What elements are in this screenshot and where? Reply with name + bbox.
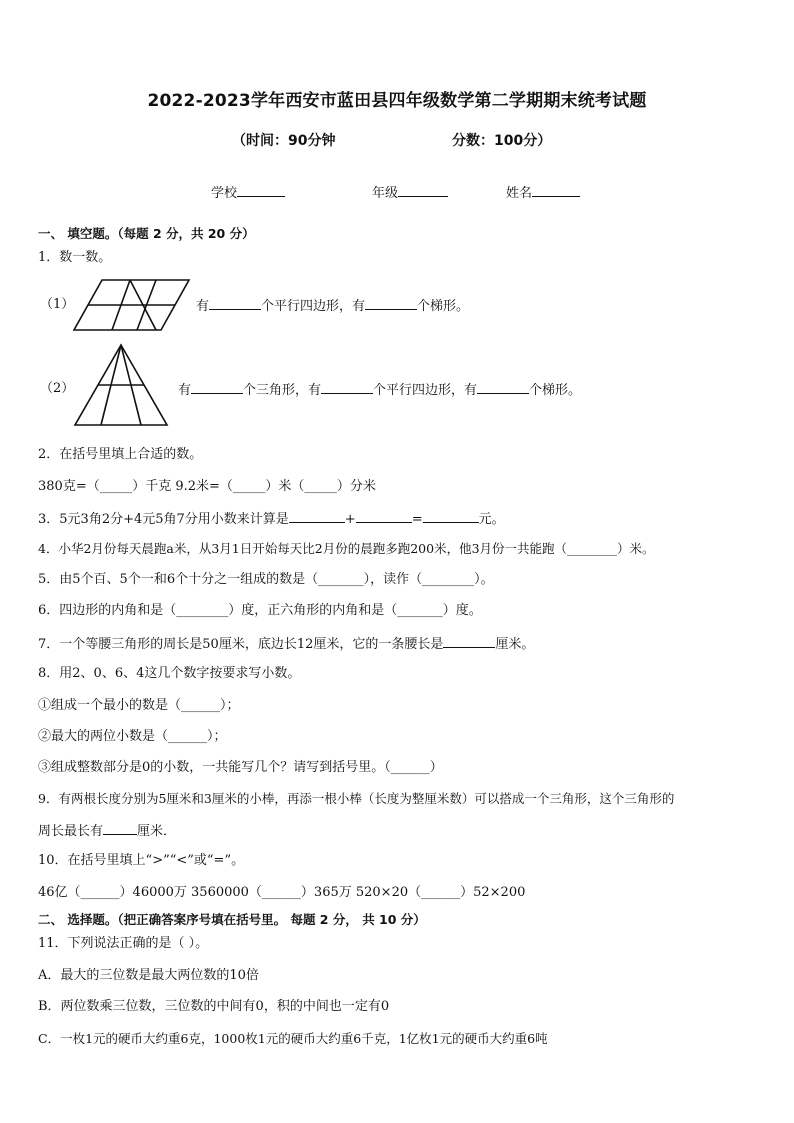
q3-text-d: 元。 bbox=[478, 512, 505, 527]
section1-title: 一、 填空题。（每题 2 分，共 20 分） bbox=[38, 226, 255, 241]
q1-part1-label: （1） bbox=[40, 297, 75, 312]
q1-p1-text-c: 个梯形。 bbox=[417, 299, 470, 314]
school-blank[interactable] bbox=[237, 182, 285, 197]
q2-text: 2．在括号里填上合适的数。 bbox=[38, 447, 203, 462]
name-label: 姓名 bbox=[506, 186, 533, 201]
q7 bbox=[38, 633, 534, 655]
q1-p1-text-a: 有 bbox=[196, 299, 210, 314]
q11-option-b: B．两位数乘三位数，三位数的中间有0，积的中间也一定有0 bbox=[38, 999, 390, 1014]
q6: 6．四边形的内角和是（________）度，正六角形的内角和是（_______）度。 bbox=[38, 603, 482, 618]
q3 bbox=[38, 508, 505, 530]
q9-line1: 9．有两根长度分别为5厘米和3厘米的小棒，再添一根小棒（长度为整厘米数）可以搭成一个三角形，这个三角形的 bbox=[38, 791, 675, 806]
q8-text: 8．用2、0、6、4这几个数字按要求写小数。 bbox=[38, 666, 301, 681]
grade-field[interactable] bbox=[372, 182, 448, 201]
q5: 5．由5个百、5个一和6个十分之一组成的数是（_______），读作（________）。 bbox=[38, 572, 494, 587]
grade-label: 年级 bbox=[372, 186, 399, 201]
q3-text-a: 3．5元3角2分+4元5角7分用小数来计算是 bbox=[38, 512, 289, 527]
q11-option-c: C．一枚1元的硬币大约重6克，1000枚1元的硬币大约重6千克，1亿枚1元的硬币大约重6吨 bbox=[38, 1031, 548, 1046]
q1-text: 1．数一数。 bbox=[38, 250, 112, 265]
q3-blank-2[interactable] bbox=[356, 508, 412, 523]
q8-c: ③组成整数部分是0的小数，一共能写几个？请写到括号里。（______） bbox=[38, 760, 443, 775]
parallelogram-figure bbox=[72, 277, 192, 333]
q1-p1-text-b: 个平行四边形，有 bbox=[261, 299, 366, 314]
name-blank[interactable] bbox=[532, 182, 580, 197]
q1-p2-text-a: 有 bbox=[178, 383, 192, 398]
triangle-figure bbox=[72, 342, 170, 428]
q3-blank-1[interactable] bbox=[289, 508, 345, 523]
q1-p2-text-c: 个平行四边形，有 bbox=[373, 383, 478, 398]
page-title: 2022-2023学年西安市蓝田县四年级数学第二学期期末统考试题 bbox=[147, 91, 647, 111]
q3-text-b: + bbox=[344, 512, 356, 527]
grade-blank[interactable] bbox=[398, 182, 448, 197]
q9-text-b: 周长最长有 bbox=[38, 824, 104, 839]
q1-part1-text bbox=[196, 295, 469, 317]
q10-line: 46亿（______）46000万 3560000（______）365万 520×20（______）52×200 bbox=[38, 885, 526, 900]
section2-title: 二、 选择题。（把正确答案序号填在括号里。 每题 2 分， 共 10 分） bbox=[38, 912, 426, 927]
q1-p1-blank-2[interactable] bbox=[365, 295, 417, 310]
q7-blank[interactable] bbox=[443, 633, 495, 648]
q1-p2-text-b: 个三角形，有 bbox=[243, 383, 322, 398]
q8-b: ②最大的两位小数是（______）； bbox=[38, 729, 227, 744]
q2-line: 380克=（_____）千克 9.2米=（_____）米（_____）分米 bbox=[38, 479, 376, 494]
q1-p1-blank-1[interactable] bbox=[209, 295, 261, 310]
q1-p2-text-d: 个梯形。 bbox=[529, 383, 582, 398]
q9-line2 bbox=[38, 820, 176, 842]
q3-blank-3[interactable] bbox=[423, 508, 479, 523]
q10-text: 10．在括号里填上“>”“<”或“=”。 bbox=[38, 853, 245, 868]
q11-option-a: A．最大的三位数是最大两位数的10倍 bbox=[38, 968, 259, 983]
q9-text-c: 厘米． bbox=[137, 824, 177, 839]
q8-a: ①组成一个最小的数是（______）； bbox=[38, 698, 240, 713]
q1-p2-blank-3[interactable] bbox=[477, 379, 529, 394]
school-field[interactable] bbox=[211, 182, 285, 201]
q1-part2-label: （2） bbox=[40, 381, 75, 396]
q9-blank[interactable] bbox=[103, 820, 137, 835]
school-label: 学校 bbox=[211, 186, 238, 201]
time-limit: （时间：90分钟 bbox=[232, 133, 336, 149]
q11-text: 11．下列说法正确的是（ ）。 bbox=[38, 936, 209, 951]
q1-p2-blank-1[interactable] bbox=[191, 379, 243, 394]
q1-p2-blank-2[interactable] bbox=[321, 379, 373, 394]
name-field[interactable] bbox=[506, 182, 580, 201]
q3-text-c: = bbox=[411, 512, 423, 527]
q7-text-b: 厘米。 bbox=[495, 637, 535, 652]
q4: 4．小华2月份每天晨跑a米，从3月1日开始每天比2月份的晨跑多跑200米，他3月份一共能跑（________）米。 bbox=[38, 541, 655, 556]
q7-text-a: 7．一个等腰三角形的周长是50厘米，底边长12厘米，它的一条腰长是 bbox=[38, 637, 444, 652]
q1-part2-text bbox=[178, 379, 581, 401]
total-score: 分数：100分） bbox=[452, 133, 552, 149]
